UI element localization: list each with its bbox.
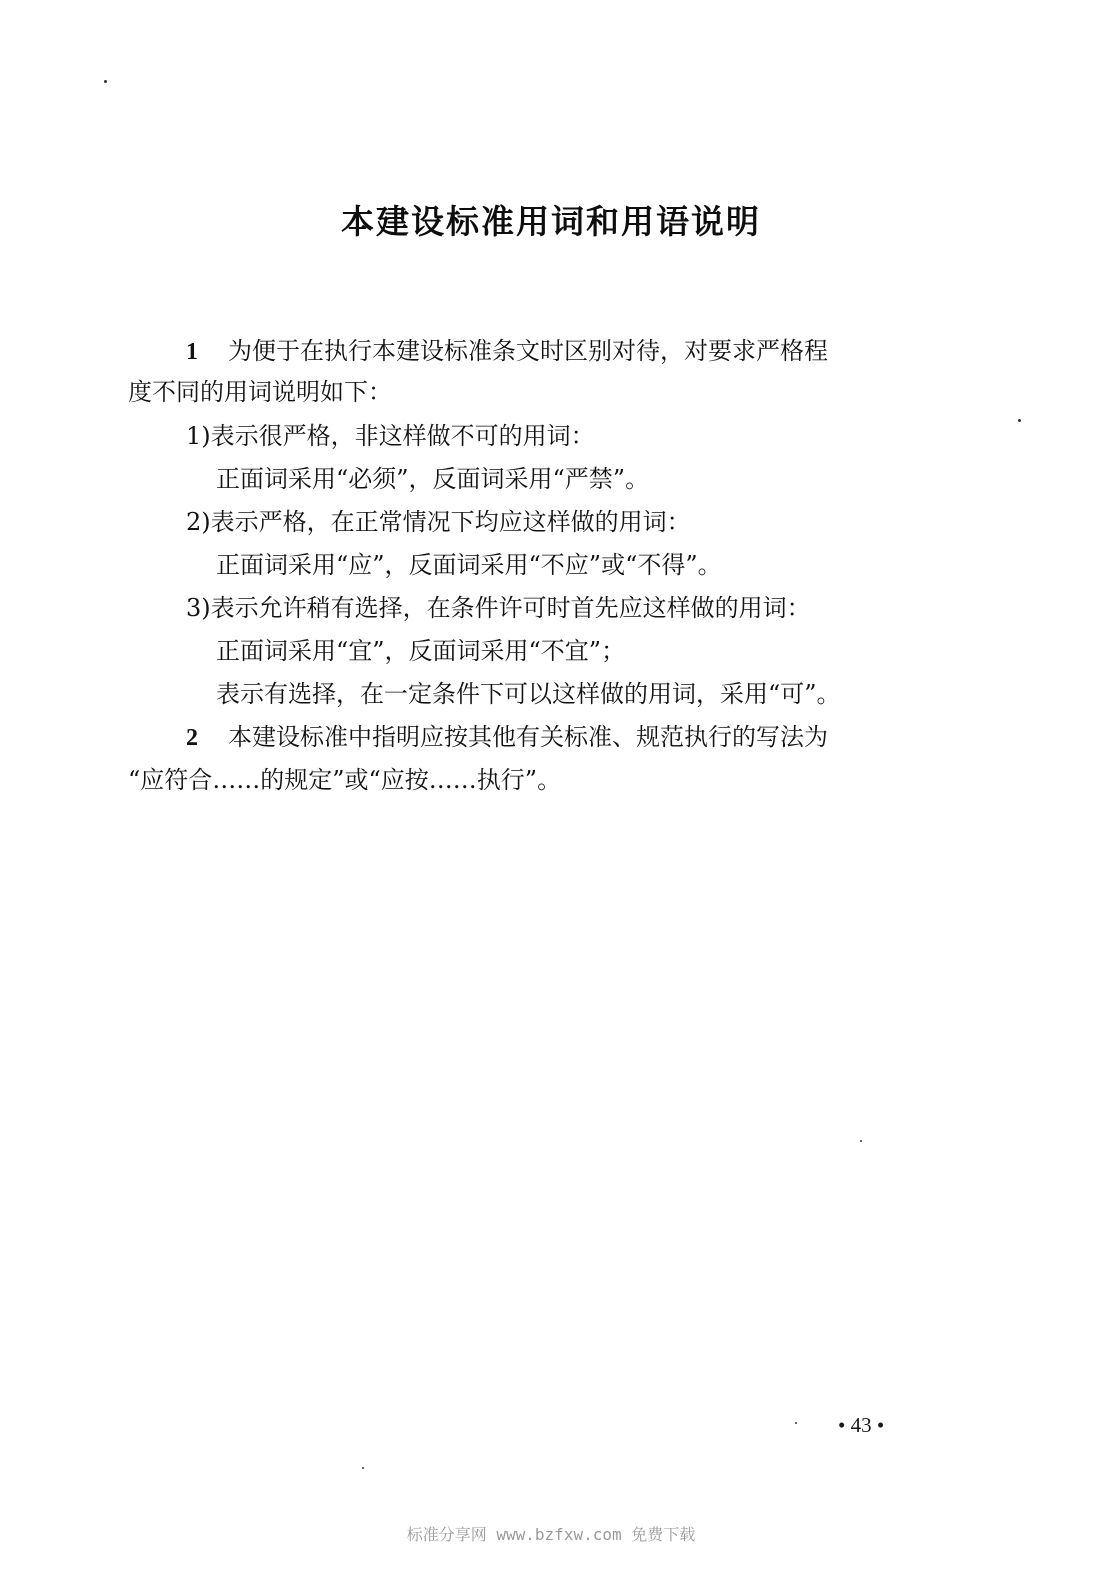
clause-1-line-1	[186, 336, 828, 367]
clause-2-text-line-2: “应符合……的规定”或“应按……执行”。	[128, 766, 562, 794]
scan-speck	[795, 1422, 797, 1424]
clause-1-text-line-2: 度不同的用词说明如下：	[128, 378, 392, 406]
scan-speck	[860, 1140, 862, 1142]
item-2-detail: 正面词采用“应”，反面词采用“不应”或“不得”。	[216, 551, 722, 579]
scan-speck	[1018, 419, 1021, 422]
document-title: 本建设标准用词和用语说明	[341, 202, 761, 241]
scan-speck	[104, 80, 107, 83]
item-1-detail: 正面词采用“必须”，反面词采用“严禁”。	[216, 465, 650, 493]
clause-2-text-line-1: 本建设标准中指明应按其他有关标准、规范执行的写法为	[228, 723, 828, 751]
clause-1-text-line-1: 为便于在执行本建设标准条文时区别对待，对要求严格程	[228, 337, 828, 365]
item-3-heading: 3)表示允许稍有选择，在条件许可时首先应这样做的用词：	[186, 594, 811, 622]
item-1-heading: 1)表示很严格，非这样做不可的用词：	[186, 422, 595, 450]
item-2-heading: 2)表示严格，在正常情况下均应这样做的用词：	[186, 508, 691, 536]
clause-1-number: 1	[186, 339, 198, 365]
page-number: • 43 •	[838, 1413, 885, 1437]
scan-speck	[362, 1467, 364, 1469]
item-3-detail: 正面词采用“宜”，反面词采用“不宜”；	[216, 637, 626, 665]
clause-2-line-1	[186, 722, 828, 753]
optional-note: 表示有选择，在一定条件下可以这样做的用词，采用“可”。	[216, 680, 841, 708]
clause-2-number: 2	[186, 725, 198, 751]
footer-watermark: 标准分享网 www.bzfxw.com 免费下载	[406, 1525, 696, 1544]
